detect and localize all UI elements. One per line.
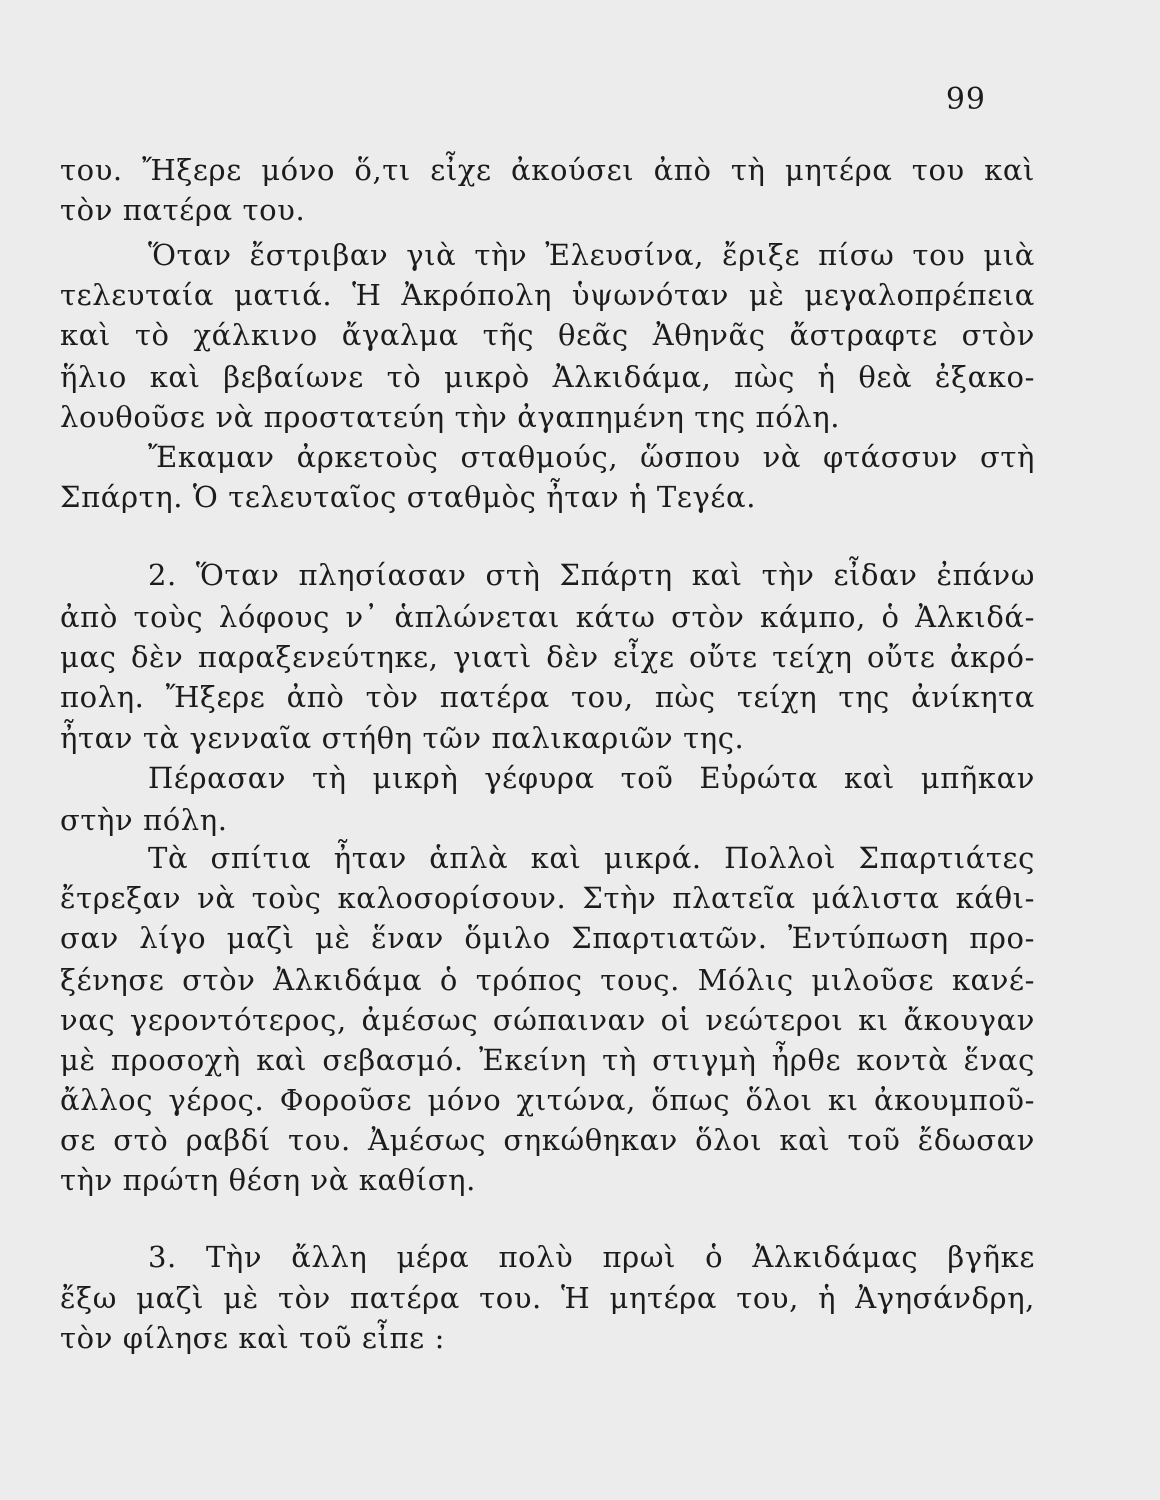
text-line: τὸν πατέρα του. xyxy=(60,193,306,227)
text-line: τὴν πρώτη θέση νὰ καθίση. xyxy=(60,1163,476,1197)
text-line: πολη. Ἤξερε ἀπὸ τὸν πατέρα του, πὼς τείχη της ἀνίκητα xyxy=(60,680,1035,714)
text-line: ἔτρεξαν νὰ τοὺς καλοσορίσουν. Στὴν πλατεῖα μάλιστα κάθι- xyxy=(60,881,1035,915)
text-line: στὴν πόλη. xyxy=(60,803,228,837)
text-line: Ὅταν ἔστριβαν γιὰ τὴν Ἐλευσίνα, ἔριξε πίσω του μιὰ xyxy=(148,238,1035,272)
page-number: 99 xyxy=(945,82,986,117)
text-line: Πέρασαν τὴ μικρὴ γέφυρα τοῦ Εὐρώτα καὶ μπῆκαν xyxy=(148,761,1035,795)
text-line: νας γεροντότερος, ἀμέσως σώπαιναν οἱ νεώτεροι κι ἄκουγαν xyxy=(60,1003,1035,1037)
text-line: σε στὸ ραβδί του. Ἀμέσως σηκώθηκαν ὅλοι καὶ τοῦ ἔδωσαν xyxy=(60,1123,1035,1157)
text-line: μας δὲν παραξενεύτηκε, γιατὶ δὲν εἶχε οὔτε τείχη οὔτε ἀκρό- xyxy=(60,640,1035,674)
text-line: τὸν φίλησε καὶ τοῦ εἶπε : xyxy=(60,1321,445,1355)
text-line: σαν λίγο μαζὶ μὲ ἕναν ὅμιλο Σπαρτιατῶν. Ἐντύπωση προ- xyxy=(60,921,1035,955)
text-line: ἥλιο καὶ βεβαίωνε τὸ μικρὸ Ἀλκιδάμα, πὼς ἡ θεὰ ἐξακο- xyxy=(60,360,1035,394)
text-line: ἄλλος γέρος. Φοροῦσε μόνο χιτώνα, ὅπως ὅλοι κι ἀκουμποῦ- xyxy=(60,1083,1035,1117)
text-line: λουθοῦσε νὰ προστατεύη τὴν ἀγαπημένη της πόλη. xyxy=(60,400,841,434)
text-line: ἦταν τὰ γενναῖα στήθη τῶν παλικαριῶν της. xyxy=(60,721,745,755)
text-line: καὶ τὸ χάλκινο ἄγαλμα τῆς θεᾶς Ἀθηνᾶς ἄστραφτε στὸν xyxy=(60,318,1035,352)
text-line: ἔξω μαζὶ μὲ τὸν πατέρα του. Ἡ μητέρα του, ἡ Ἀγησάνδρη, xyxy=(60,1281,1035,1315)
text-line: του. Ἤξερε μόνο ὅ,τι εἶχε ἀκούσει ἀπὸ τὴ μητέρα του καὶ xyxy=(60,153,1035,187)
text-line: 2. Ὅταν πλησίασαν στὴ Σπάρτη καὶ τὴν εἶδαν ἐπάνω xyxy=(148,558,1035,592)
text-line: Σπάρτη. Ὁ τελευταῖος σταθμὸς ἦταν ἡ Τεγέα. xyxy=(60,480,757,514)
text-line: 3. Τὴν ἄλλη μέρα πολὺ πρωὶ ὁ Ἀλκιδάμας βγῆκε xyxy=(148,1240,1035,1274)
text-line: ἀπὸ τοὺς λόφους ν᾽ ἁπλώνεται κάτω στὸν κάμπο, ὁ Ἀλκιδά- xyxy=(60,600,1035,634)
text-line: ξένησε στὸν Ἀλκιδάμα ὁ τρόπος τους. Μόλις μιλοῦσε κανέ- xyxy=(60,963,1035,997)
text-line: τελευταία ματιά. Ἡ Ἀκρόπολη ὑψωνόταν μὲ μεγαλοπρέπεια xyxy=(60,278,1035,312)
text-line: μὲ προσοχὴ καὶ σεβασμό. Ἐκείνη τὴ στιγμὴ ἦρθε κοντὰ ἕνας xyxy=(60,1043,1035,1077)
text-line: Τὰ σπίτια ἦταν ἁπλὰ καὶ μικρά. Πολλοὶ Σπαρτιάτες xyxy=(148,841,1035,875)
text-line: Ἔκαμαν ἀρκετοὺς σταθμούς, ὥσπου νὰ φτάσσυν στὴ xyxy=(148,440,1035,474)
